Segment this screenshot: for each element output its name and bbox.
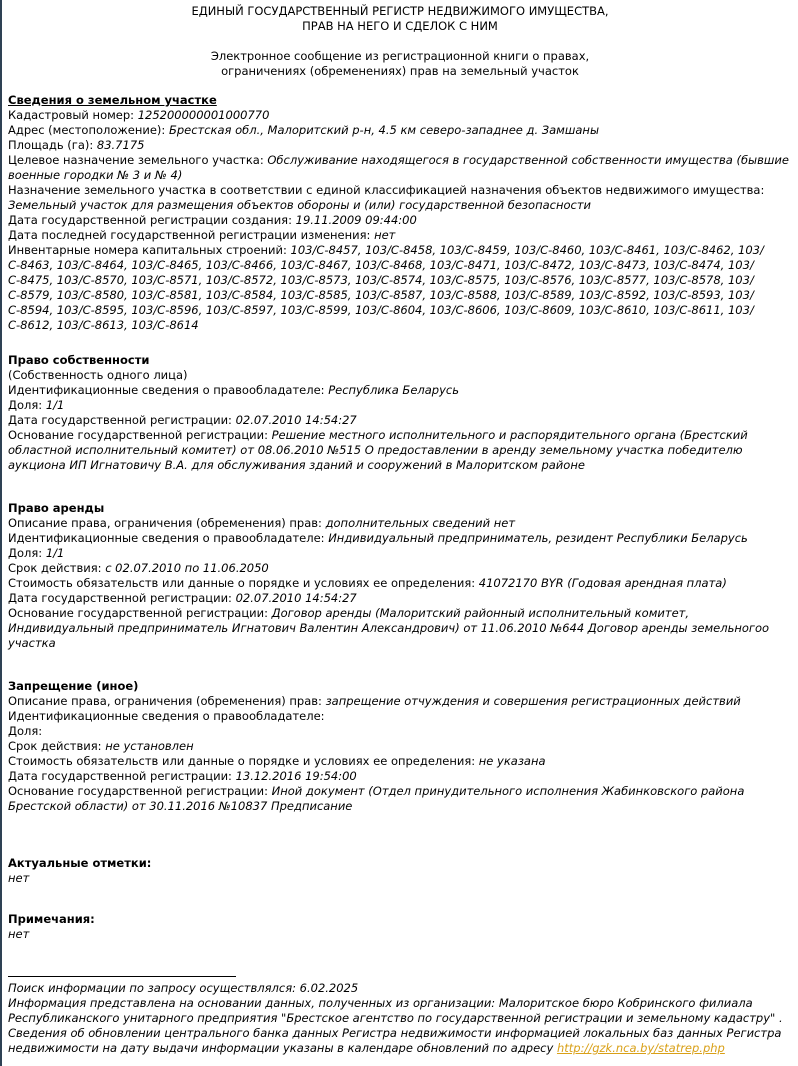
field-label: Дата последней государственной регистрации изменения: [8, 228, 375, 242]
footer-divider [8, 976, 236, 977]
field-value: запрещение отчуждения и совершения регистрационных действий [325, 694, 741, 708]
field-label: Стоимость обязательств или данные о порядке и условиях ее определения: [8, 754, 479, 768]
marks-value: нет [8, 871, 30, 885]
field-label: Идентификационные сведения о правообладателе: [8, 709, 325, 723]
field-label: Идентификационные сведения о правообладателе: [8, 531, 329, 545]
field-label: Кадастровый номер: [8, 108, 138, 122]
field-value: не установлен [105, 739, 194, 753]
section-heading-ownership: Право собственности [8, 353, 150, 367]
field-row-rightholder [8, 383, 792, 398]
field-value: нет [374, 228, 396, 242]
field-row-classification [8, 183, 792, 213]
field-label: Стоимость обязательств или данные о порядке и условиях ее определения: [8, 576, 479, 590]
section-heading-notes: Примечания: [8, 912, 95, 926]
field-label: Основание государственной регистрации: [8, 784, 272, 798]
field-row-creation-date [8, 213, 792, 228]
field-label: Целевое назначение земельного участка: [8, 153, 268, 167]
section-heading-land: Сведения о земельном участке [8, 93, 217, 107]
field-row-registration-date [8, 591, 792, 606]
field-value: Индивидуальный предприниматель, резидент Республики Беларусь [328, 531, 748, 545]
field-row-rightholder [8, 709, 792, 724]
field-label: Площадь (га): [8, 138, 97, 152]
field-label: Доля: [8, 546, 46, 560]
field-row-share [8, 546, 792, 561]
field-value: 1/1 [45, 398, 65, 412]
field-value: 83.7175 [96, 138, 145, 152]
field-row-change-date [8, 228, 792, 243]
section-land-info [8, 93, 792, 333]
field-row-registration-basis [8, 784, 792, 814]
field-value: Республика Беларусь [328, 383, 459, 397]
field-label: Основание государственной регистрации: [8, 606, 272, 620]
field-row-rightholder [8, 531, 792, 546]
footer-update-text: Сведения об обновлении центрального банка данных Регистра недвижимости информацией локальных баз данных Регистра недвижимости на дату выдачи информации указаны в календаре обновлений по адресу [8, 1026, 782, 1055]
field-value: 103/С-8457, 103/С-8458, 103/С-8459, 103/С-8460, 103/С-8461, 103/С-8462, 103/С-8463, 103/С-8464, 103/С-8465, 103/С-8466, 103/С-8467, 103/С-8468, 103/С-8471, 103/С-8472, 103/С-8473, 103/С-8474, 103/С-8475, 103/С-8570, 103/С-8571, 103/С-8572, 103/С-8573, 103/С-8574, 103/С-8575, 103/С-8576, 103/С-8577, 103/С-8578, 103/С-8579, 103/С-8580, 103/С-8581, 103/С-8584, 103/С-8585, 103/С-8587, 103/С-8588, 103/С-8589, 103/С-8592, 103/С-8593, 103/С-8594, 103/С-8595, 103/С-8596, 103/С-8597, 103/С-8599, 103/С-8604, 103/С-8606, 103/С-8609, 103/С-8610, 103/С-8611, 103/С-8612, 103/С-8613, 103/С-8614 [8, 243, 764, 332]
field-row-area [8, 138, 792, 153]
field-row-address [8, 123, 792, 138]
field-value: с 02.07.2010 по 11.06.2050 [105, 561, 269, 575]
field-value: Иной документ (Отдел принудительного исполнения Жабинковского района Брестской области) от 30.11.2016 №10837 Предписание [8, 784, 745, 813]
field-value: 19.11.2009 09:44:00 [295, 213, 417, 227]
document-header [8, 4, 792, 79]
section-actual-marks [8, 856, 792, 886]
field-label: Назначение земельного участка в соответствии с единой классификацией назначения объектов недвижимого имущества: [8, 183, 765, 197]
document-footer [8, 976, 792, 1056]
field-row-obligation-value [8, 754, 792, 769]
field-label: Доля: [8, 724, 43, 738]
field-value: 13.12.2016 19:54:00 [235, 769, 357, 783]
field-row-validity-period [8, 561, 792, 576]
document-subtitle-line1: Электронное сообщение из регистрационной книги о правах, [210, 49, 590, 63]
section-subheading-ownership: (Собственность одного лица) [8, 368, 188, 382]
field-row-registration-date [8, 413, 792, 428]
field-row-share [8, 724, 792, 739]
field-value: дополнительных сведений нет [325, 516, 516, 530]
field-row-right-description [8, 694, 792, 709]
field-label: Описание права, ограничения (обременения) прав: [8, 694, 326, 708]
field-row-cadastral-number [8, 108, 792, 123]
field-row-obligation-value [8, 576, 792, 591]
field-value: Решение местного исполнительного и распорядительного органа (Брестский областной исполнительный комитет) от 08.06.2010 №515 О предоставлении в аренду земельному участка победителю аукциона ИП Игнатовичу В.А. для обслуживания зданий и сооружений в Малоритском районе [8, 428, 748, 472]
field-value: не указана [478, 754, 546, 768]
field-value: Земельный участок для размещения объектов обороны и (или) государственной безопасности [8, 198, 592, 212]
footer-info-line: Информация представлена на основании данных, полученных из организации: Малоритское бюро Кобринского филиала Республиканского унитарного предприятия "Брестское агентство по государственной регистрации и земельному кадастру" . [8, 996, 783, 1025]
field-value: Обслуживание находящегося в государственной собственности имущества (бывшие военные городки № 3 и № 4) [8, 153, 789, 182]
field-row-right-description [8, 516, 792, 531]
field-label: Основание государственной регистрации: [8, 428, 272, 442]
field-value: 1/1 [45, 546, 65, 560]
field-value: Договор аренды (Малоритский районный исполнительный комитет, Индивидуальный предприниматель Игнатович Валентин Александрович) от 11.06.2010 №644 Договор аренды земельногоо участка [8, 606, 770, 650]
field-row-purpose [8, 153, 792, 183]
field-label: Дата государственной регистрации: [8, 591, 236, 605]
field-value: Брестская обл., Малоритский р-н, 4.5 км северо-западнее д. Замшаны [168, 123, 600, 137]
document-subtitle-line2: ограничениях (обременениях) прав на земельный участок [221, 64, 579, 78]
footer-search-line: Поиск информации по запросу осуществлялся: 6.02.2025 [8, 981, 359, 995]
field-label: Адрес (местоположение): [8, 123, 169, 137]
calendar-updates-link[interactable]: http://gzk.nca.by/statrep.php [556, 1041, 725, 1055]
notes-value: нет [8, 927, 30, 941]
field-label: Описание права, ограничения (обременения) прав: [8, 516, 326, 530]
field-label: Срок действия: [8, 561, 106, 575]
section-ownership-right [8, 353, 792, 473]
section-heading-prohibition: Запрещение (иное) [8, 679, 139, 693]
register-title-line1: ЕДИНЫЙ ГОСУДАРСТВЕННЫЙ РЕГИСТР НЕДВИЖИМОГО ИМУЩЕСТВА, [191, 4, 609, 18]
field-row-share [8, 398, 792, 413]
field-row-registration-basis [8, 428, 792, 473]
field-label: Срок действия: [8, 739, 106, 753]
field-value: 02.07.2010 14:54:27 [235, 591, 357, 605]
field-label: Идентификационные сведения о правообладателе: [8, 383, 329, 397]
section-prohibition [8, 679, 792, 814]
field-label: Дата государственной регистрации создания: [8, 213, 296, 227]
field-label: Инвентарные номера капитальных строений: [8, 243, 291, 257]
section-heading-marks: Актуальные отметки: [8, 856, 152, 870]
field-row-validity-period [8, 739, 792, 754]
field-value: 41072170 BYR (Годовая арендная плата) [478, 576, 727, 590]
field-value: 125200000001000770 [137, 108, 270, 122]
field-row-registration-basis [8, 606, 792, 651]
section-heading-lease: Право аренды [8, 501, 105, 515]
field-label: Дата государственной регистрации: [8, 413, 236, 427]
section-notes [8, 912, 792, 942]
field-label: Доля: [8, 398, 46, 412]
section-lease-right [8, 501, 792, 651]
field-label: Дата государственной регистрации: [8, 769, 236, 783]
register-title-line2: ПРАВ НА НЕГО И СДЕЛОК С НИМ [302, 19, 498, 33]
footer-update-line [8, 1026, 792, 1056]
field-value: 02.07.2010 14:54:27 [235, 413, 357, 427]
field-row-inventory-numbers [8, 243, 792, 333]
field-row-registration-date [8, 769, 792, 784]
